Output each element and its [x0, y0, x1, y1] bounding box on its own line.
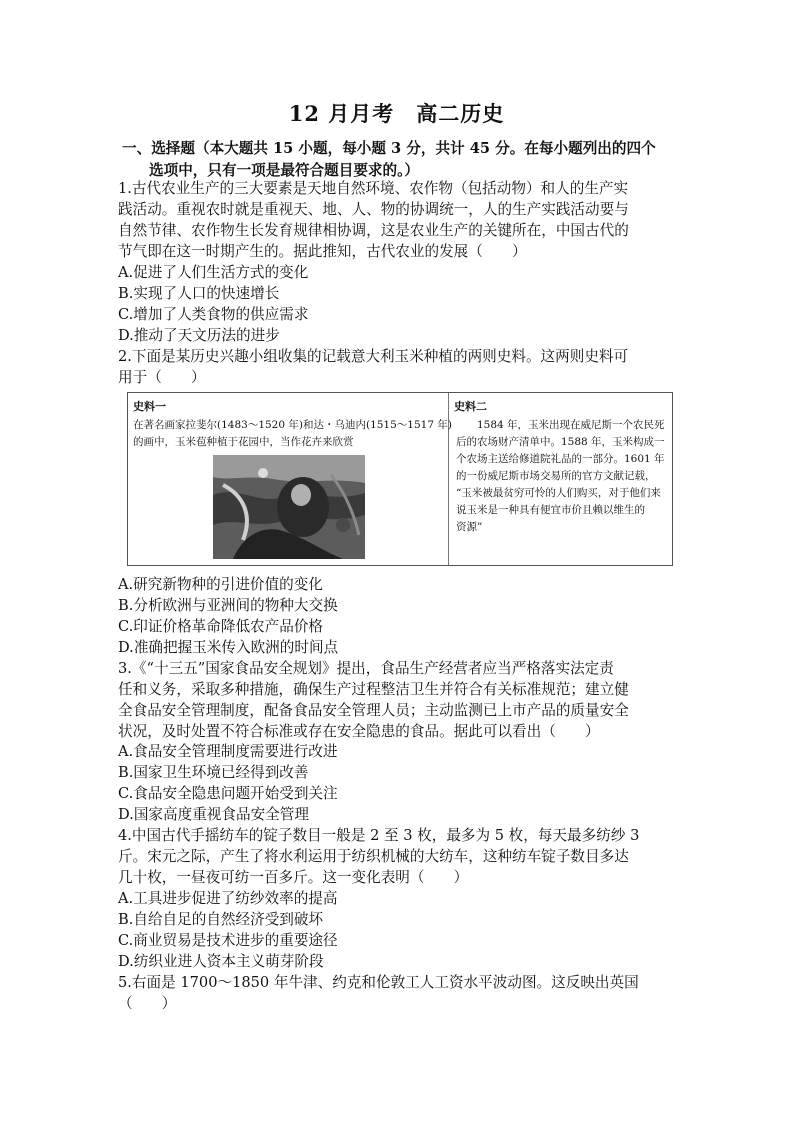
source-2-line-3: 个农场主送给修道院礼品的一部分。1601 年	[456, 453, 665, 465]
question-3-line-1: 3.《“十三五”国家食品安全规划》提出，食品生产经营者应当严格落实法定责	[118, 660, 614, 677]
page-title: 12 月月考 高二历史	[288, 101, 505, 126]
question-3-option-c: C.食品安全隐患问题开始受到关注	[118, 785, 338, 802]
source-2	[449, 393, 673, 565]
source-2-line-7: 资源”	[456, 521, 483, 533]
question-1-line-1: 1.古代农业生产的三大要素是天地自然环境、农作物（包括动物）和人的生产实	[118, 180, 629, 197]
source-2-title: 史料二	[454, 400, 487, 413]
source-materials-box	[127, 392, 673, 566]
question-1-option-a: A.促进了人们生活方式的变化	[118, 264, 309, 281]
raphael-painting-image	[213, 455, 365, 559]
question-2-option-a: A.研究新物种的引进价值的变化	[118, 576, 323, 593]
question-4-option-b: B.自给自足的自然经济受到破坏	[118, 911, 324, 928]
question-1-line-3: 自然节律、农作物生长发育规律相协调，这是农业生产的关键所在，中国古代的	[118, 222, 629, 239]
question-4-line-2: 斤。宋元之际，产生了将水利运用于纺织机械的大纺车，这种纺车锭子数目多达	[118, 848, 629, 865]
question-5-line-2: （ ）	[118, 995, 177, 1012]
question-1-line-2: 践活动。重视农时就是重视天、地、人、物的协调统一，人的生产实践活动要与	[118, 201, 629, 218]
source-2-line-4: 的一份威尼斯市场交易所的官方文献记载，	[456, 470, 656, 482]
source-2-line-6: 说玉米是一种具有便宜市价且赖以维生的	[456, 504, 645, 516]
question-4-line-1: 4.中国古代手摇纺车的锭子数目一般是 2 至 3 枚，最多为 5 枚，每天最多纺纱 3	[118, 827, 640, 844]
question-4-line-3: 几十枚，一昼夜可纺一百多斤。这一变化表明（ ）	[118, 869, 469, 886]
question-3-option-a: A.食品安全管理制度需要进行改进	[118, 743, 338, 760]
question-1-option-c: C.增加了人类食物的供应需求	[118, 306, 309, 323]
question-5	[118, 972, 684, 1014]
source-2-line-1: 1584 年，玉米出现在威尼斯一个农民死	[456, 419, 665, 431]
section-heading-line-2: 选项中，只有一项是最符合题目要求的。）	[149, 162, 419, 179]
question-1-option-b: B.实现了人口的快速增长	[118, 285, 280, 302]
source-2-line-5: “玉米被最贫穷可怜的人们购买，对于他们来	[456, 487, 661, 499]
question-1	[118, 178, 684, 262]
source-1-line-2: 的画中，玉米苞种植于花园中，当作花卉来欣赏	[133, 436, 354, 448]
question-3	[118, 658, 684, 742]
question-4	[118, 825, 684, 888]
question-4-option-d: D.纺织业进人资本主义萌芽阶段	[118, 953, 324, 970]
source-1	[128, 393, 452, 565]
question-2-option-b: B.分析欧洲与亚洲间的物种大交换	[118, 597, 338, 614]
section-heading	[122, 138, 692, 182]
question-3-option-b: B.国家卫生环境已经得到改善	[118, 764, 309, 781]
section-heading-line-1: 一、选择题（本大题共 15 小题，每小题 3 分，共计 45 分。在每小题列出的四个	[122, 140, 656, 157]
question-1-option-d: D.推动了天文历法的进步	[118, 327, 280, 344]
question-3-line-4: 状况，及时处置不符合标准或存在安全隐患的食品。据此可以看出（ ）	[118, 723, 600, 740]
question-2-option-d: D.准确把握玉米传入欧洲的时间点	[118, 639, 339, 656]
source-1-line-1: 在著名画家拉斐尔(1483～1520 年)和达・乌迪内(1515～1517 年)	[133, 419, 452, 431]
question-5-line-1: 5.右面是 1700～1850 年牛津、约克和伦敦工人工资水平波动图。这反映出英国	[118, 974, 639, 991]
question-4-option-c: C.商业贸易是技术进步的重要途径	[118, 932, 338, 949]
source-2-line-2: 后的农场财产清单中。1588 年，玉米构成一	[456, 436, 665, 448]
question-2-line-1: 2.下面是某历史兴趣小组收集的记载意大利玉米种植的两则史料。这两则史料可	[118, 348, 629, 365]
source-1-text	[133, 417, 452, 451]
question-3-line-2: 任和义务，采取多种措施，确保生产过程整洁卫生并符合有关标准规范；建立健	[118, 681, 629, 698]
question-2	[118, 346, 684, 388]
question-2-line-2: 用于（ ）	[118, 369, 206, 386]
question-4-option-a: A.工具进步促进了纺纱效率的提高	[118, 890, 338, 907]
source-1-title: 史料一	[133, 400, 166, 413]
question-3-line-3: 全食品安全管理制度，配备食品安全管理人员；主动监测已上市产品的质量安全	[118, 702, 629, 719]
painting-illustration	[213, 455, 365, 559]
question-1-line-4: 节气即在这一时期产生的。据此推知，古代农业的发展（ ）	[118, 243, 527, 260]
question-3-option-d: D.国家高度重视食品安全管理	[118, 806, 309, 823]
question-2-option-c: C.印证价格革命降低农产品价格	[118, 618, 324, 635]
source-2-text	[456, 417, 668, 536]
